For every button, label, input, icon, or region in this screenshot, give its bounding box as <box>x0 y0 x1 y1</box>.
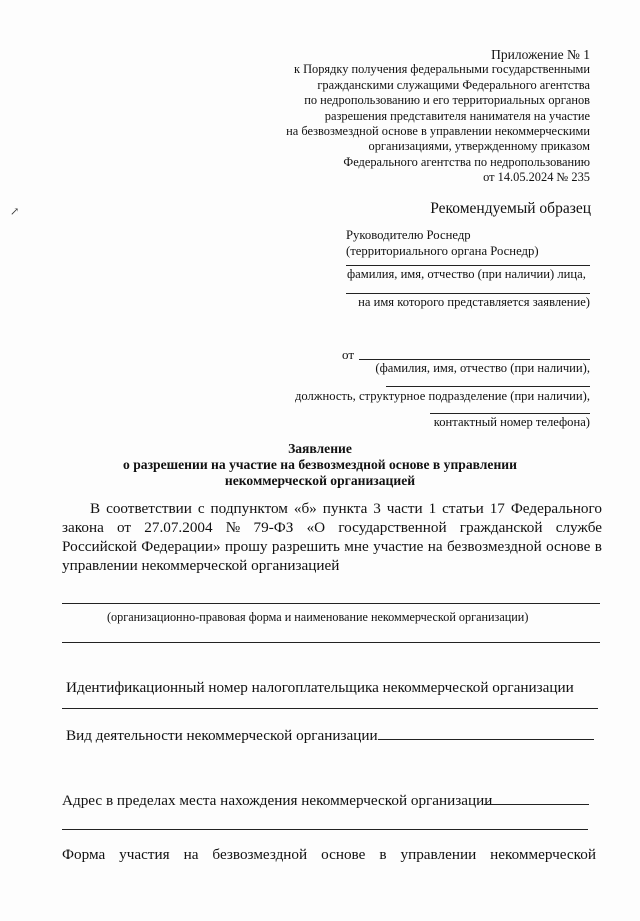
recommended-sample-label: Рекомендуемый образец <box>430 200 591 217</box>
word: 17 <box>489 500 505 517</box>
word: 1 <box>428 500 437 517</box>
word: подпунктом <box>210 500 288 517</box>
word: в <box>379 846 387 863</box>
appendix-line: от 14.05.2024 № 235 <box>483 170 590 185</box>
fill-line[interactable] <box>62 708 598 709</box>
fill-line[interactable] <box>378 739 594 740</box>
body-paragraph <box>62 499 602 575</box>
word: Российской <box>62 538 137 555</box>
inn-label: Идентификационный номер налогоплательщика некоммерческой организации <box>66 679 574 696</box>
addressee-line: (территориального органа Роснедр) <box>346 244 539 258</box>
appendix-line: на безвозмездной основе в управлении некоммерческими <box>286 124 590 139</box>
word: в <box>594 538 602 555</box>
document-title: Заявление <box>288 441 352 456</box>
word: «О <box>306 519 326 536</box>
appendix-line: организациями, утвержденному приказом <box>368 139 590 154</box>
address-label: Адрес в пределах места нахождения некоммерческой организации <box>62 792 493 809</box>
body-line: управлении некоммерческой организацией <box>62 557 340 574</box>
margin-mark: ↗ <box>10 206 20 218</box>
fill-line[interactable] <box>62 829 588 830</box>
sender-caption: (фамилия, имя, отчество (при наличии), <box>375 361 590 375</box>
addressee-caption: фамилия, имя, отчество (при наличии) лица, <box>347 267 586 281</box>
sender-caption: должность, структурное подразделение (при наличии), <box>294 389 590 403</box>
body-line <box>62 537 602 556</box>
word: статьи <box>442 500 484 517</box>
word: разрешить <box>271 538 340 555</box>
word: от <box>117 519 132 536</box>
word: 3 <box>373 500 381 517</box>
appendix-line: гражданскими служащими Федерального агентства <box>317 77 590 92</box>
word: закона <box>62 519 104 536</box>
appendix-line: разрешения представителя нанимателя на участие <box>324 108 590 123</box>
word: безвозмездной <box>446 538 542 555</box>
word: участия <box>119 846 170 863</box>
word: пункта <box>322 500 368 517</box>
word: Федерального <box>510 500 602 517</box>
appendix-line: по недропользованию и его территориальных органов <box>304 93 590 108</box>
word: основе <box>321 846 366 863</box>
word: безвозмездной <box>212 846 308 863</box>
word: на <box>427 538 443 555</box>
appendix-line: к Порядку получения федеральными государственными <box>293 62 590 77</box>
word: № <box>225 519 241 536</box>
word: некоммерческой <box>490 846 596 863</box>
appendix-line: Федерального агентства по недропользованию <box>343 154 590 169</box>
body-line <box>62 518 602 537</box>
from-label: от <box>342 347 355 362</box>
word: Форма <box>62 846 106 863</box>
word: «б» <box>293 500 317 517</box>
fill-line[interactable] <box>62 603 600 604</box>
addressee-caption: на имя которого представляется заявление) <box>358 295 590 309</box>
document-subtitle: о разрешении на участие на безвозмездной основе в управлении <box>123 457 517 472</box>
form-paragraph <box>62 845 596 864</box>
document-subtitle: некоммерческой организацией <box>224 473 416 488</box>
form-line <box>62 845 596 864</box>
word: соответствии <box>106 500 192 517</box>
word: гражданской <box>459 519 543 536</box>
word: основе <box>546 538 591 555</box>
fill-line[interactable] <box>346 265 590 266</box>
word: части <box>386 500 423 517</box>
appendix-block <box>190 47 590 186</box>
word: Федерации» <box>141 538 221 555</box>
word: на <box>183 846 199 863</box>
body-line <box>62 499 602 518</box>
fill-line[interactable] <box>62 642 600 643</box>
word: мне <box>344 538 369 555</box>
word: 27.07.2004 <box>144 519 213 536</box>
sender-caption: контактный номер телефона) <box>433 415 590 429</box>
fill-line[interactable] <box>359 359 590 360</box>
word: В <box>90 500 101 517</box>
fill-line[interactable] <box>386 386 590 387</box>
appendix-line: Приложение № 1 <box>491 47 590 62</box>
word: управлении <box>400 846 477 863</box>
word: участие <box>373 538 424 555</box>
activity-label: Вид деятельности некоммерческой организации <box>66 727 378 744</box>
addressee-line: Руководителю Роснедр <box>346 228 471 242</box>
org-caption: (организационно-правовая форма и наименование некоммерческой организации) <box>107 610 529 624</box>
word: службе <box>555 519 602 536</box>
fill-line[interactable] <box>430 413 590 414</box>
fill-line[interactable] <box>484 804 589 805</box>
word: с <box>197 500 205 517</box>
word: 79-ФЗ <box>253 519 294 536</box>
word: прошу <box>224 538 268 555</box>
fill-line[interactable] <box>346 293 590 294</box>
word: государственной <box>338 519 447 536</box>
